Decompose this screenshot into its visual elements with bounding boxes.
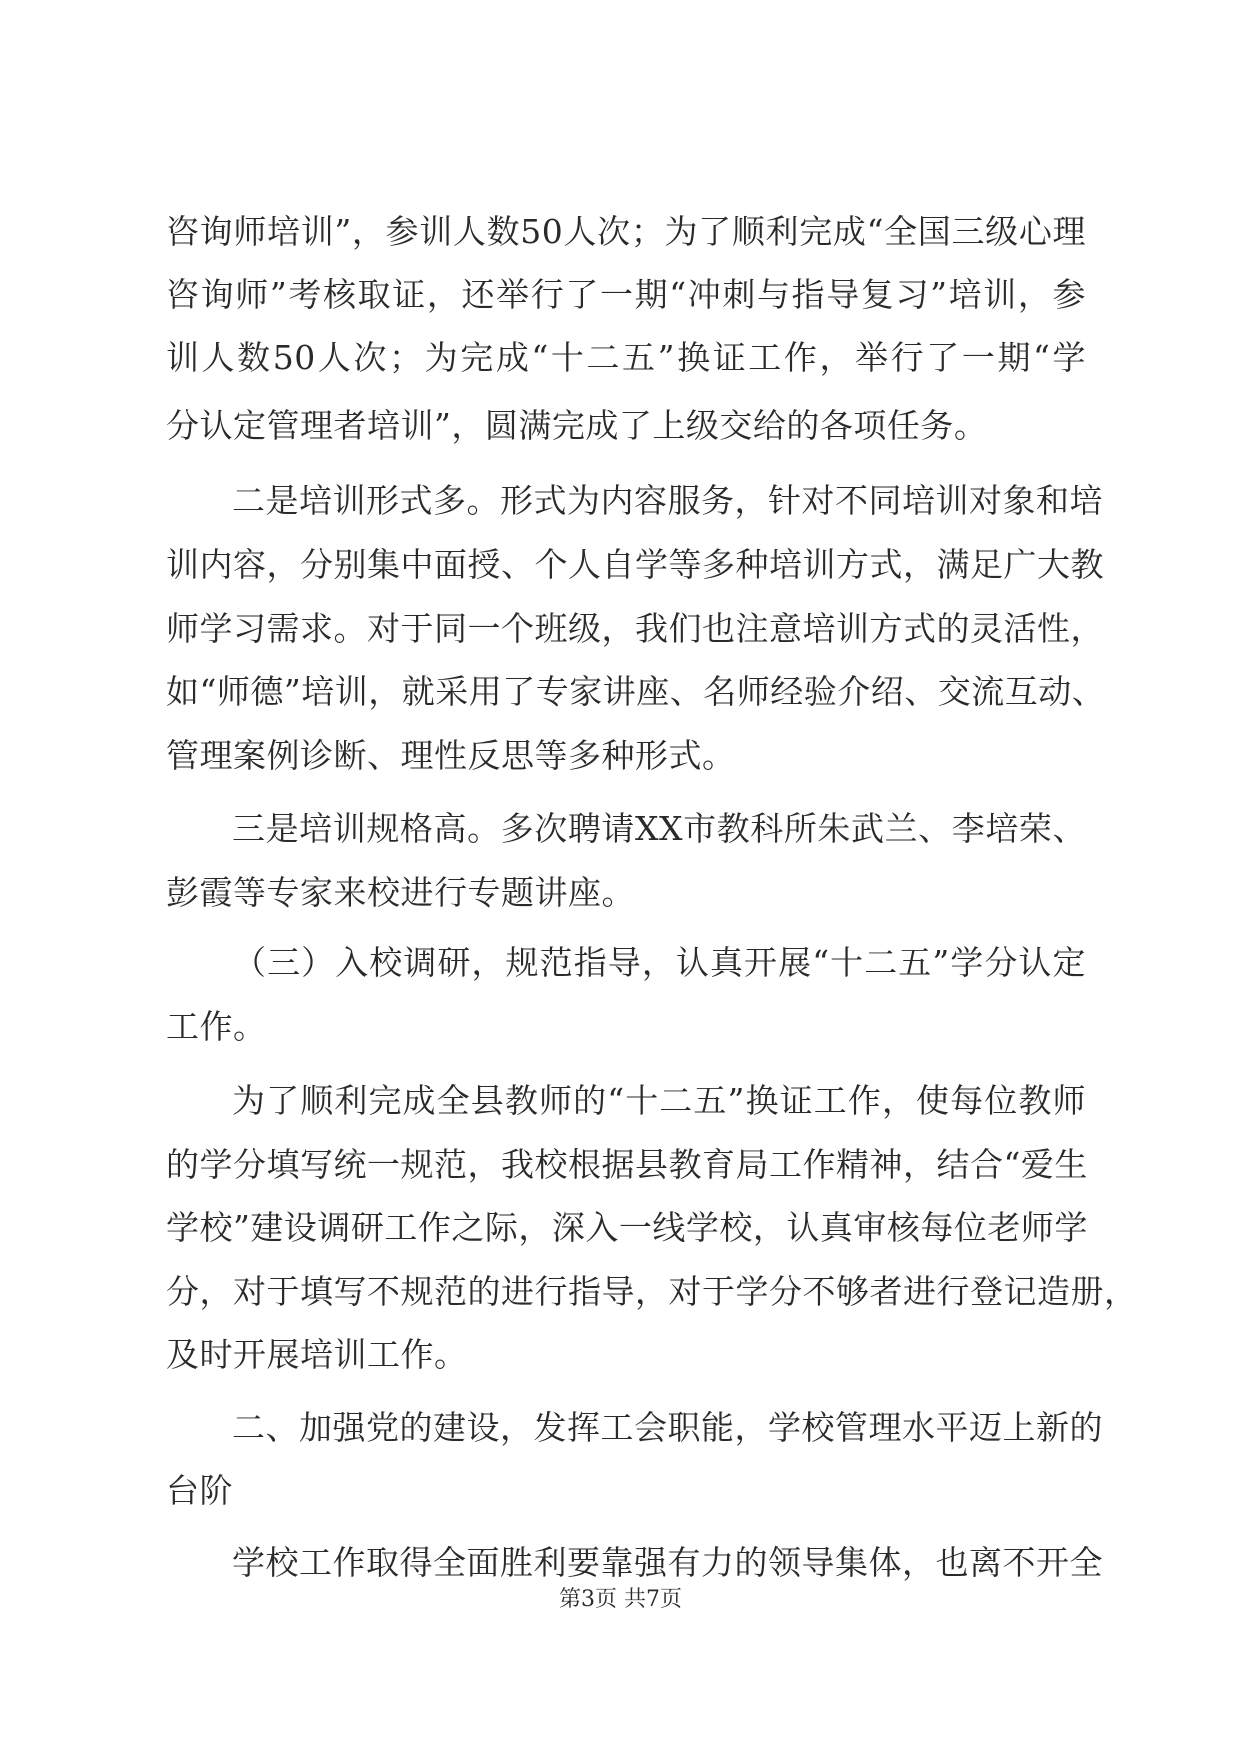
text-line-18: 及时开展培训工作。 [166,1335,468,1374]
text-line-9: 管理案例诊断、理性反思等多种形式。 [166,736,736,775]
text-line-3: 训人数50人次；为完成“十二五”换证工作，举行了一期“学 [166,338,1086,377]
text-line-1: 咨询师培训”，参训人数50人次；为了顺利完成“全国三级心理 [166,212,1086,251]
text-line-17: 分，对于填写不规范的进行指导，对于学分不够者进行登记造册， [166,1272,1138,1311]
page-footer: 第3页 共7页 [559,1587,682,1612]
text-line-5: 二是培训形式多。形式为内容服务，针对不同培训对象和培 [232,481,1103,520]
text-line-7: 师学习需求。对于同一个班级，我们也注意培训方式的灵活性， [166,609,1104,648]
text-line-6: 训内容，分别集中面授、个人自学等多种培训方式，满足广大教 [166,545,1104,584]
text-line-12: （三）入校调研，规范指导，认真开展“十二五”学分认定 [233,943,1086,982]
text-line-4: 分认定管理者培训”，圆满完成了上级交给的各项任务。 [166,406,988,445]
text-line-2: 咨询师”考核取证，还举行了一期“冲刺与指导复习”培训，参 [166,275,1086,314]
text-line-14: 为了顺利完成全县教师的“十二五”换证工作，使每位教师 [232,1081,1086,1120]
text-line-10: 三是培训规格高。多次聘请XX市教科所朱武兰、李培荣、 [232,809,1086,848]
text-line-20: 台阶 [166,1471,233,1510]
text-line-8: 如“师德”培训，就采用了专家讲座、名师经验介绍、交流互动、 [166,672,1106,711]
text-line-21: 学校工作取得全面胜利要靠强有力的领导集体，也离不开全 [232,1543,1103,1582]
text-line-19: 二、加强党的建设，发挥工会职能，学校管理水平迈上新的 [232,1408,1103,1447]
text-line-11: 彭霞等专家来校进行专题讲座。 [166,873,635,912]
text-line-16: 学校”建设调研工作之际，深入一线学校，认真审核每位老师学 [166,1208,1088,1247]
text-line-13: 工作。 [166,1007,267,1046]
text-line-15: 的学分填写统一规范，我校根据县教育局工作精神，结合“爱生 [166,1145,1088,1184]
